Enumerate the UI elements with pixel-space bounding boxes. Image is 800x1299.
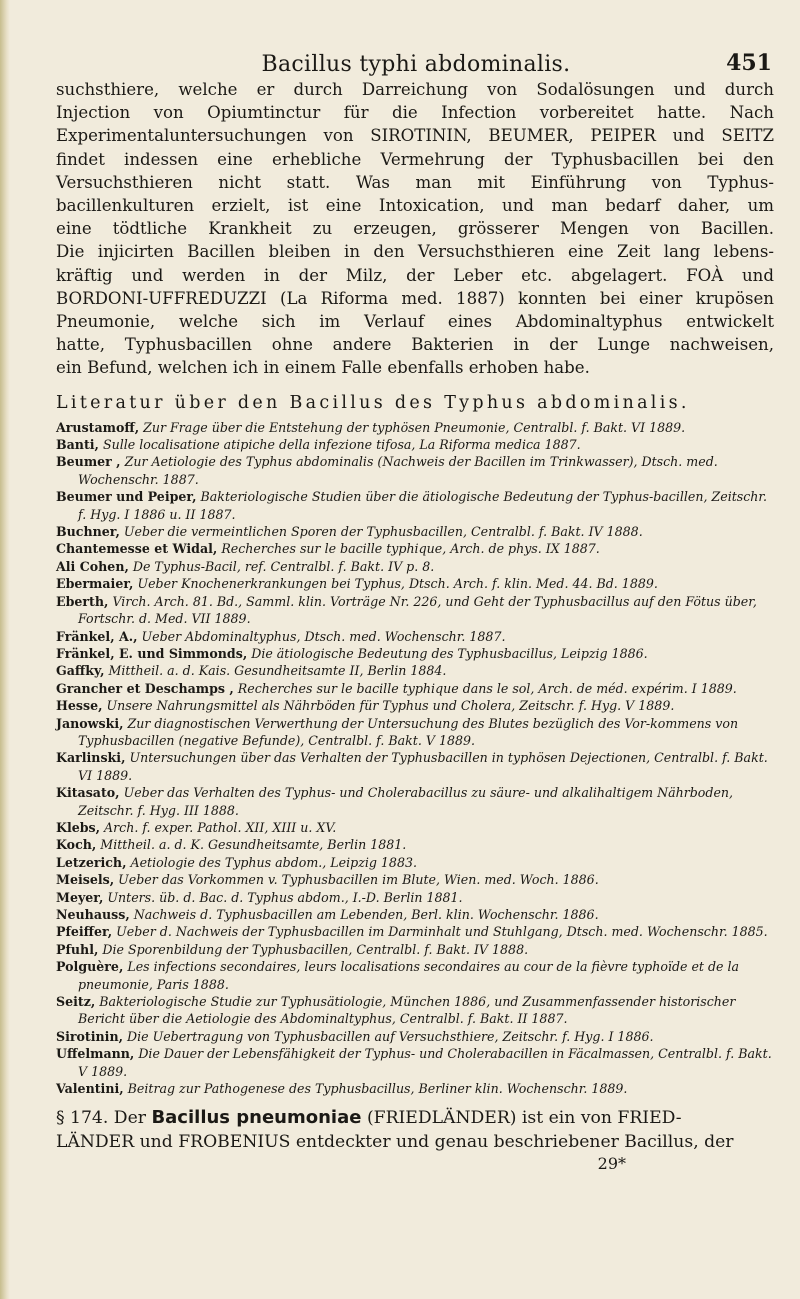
reference-text: Die Sporenbildung der Typhusbacillen, Centralbl. f. Bakt. IV 1888. <box>102 941 529 957</box>
intro-line: bacillenkulturen erzielt, ist eine Intoxication, und man bedarf daher, um <box>56 196 774 216</box>
reference-author: Polguère, <box>56 959 124 975</box>
intro-line: Die injicirten Bacillen bleiben in den Versuchsthieren eine Zeit lang lebens- <box>56 242 774 262</box>
intro-line: Experimentaluntersuchungen von SIROTININ, BEUMER, PEIPER und SEITZ <box>56 126 774 146</box>
reference-author: Meyer, <box>56 889 104 905</box>
reference-entry <box>56 1080 776 1097</box>
reference-entry <box>56 436 776 453</box>
page-number: 451 <box>726 50 772 76</box>
reference-text: Ueber Abdominaltyphus, Dtsch. med. Wochenschr. 1887. <box>141 628 506 644</box>
intro-paragraph <box>56 78 776 380</box>
intro-line: findet indessen eine erhebliche Vermehrung der Typhusbacillen bei den <box>56 149 774 169</box>
reference-text: Beitrag zur Pathogenese des Typhusbacillus, Berliner klin. Wochenschr. 1889. <box>127 1081 628 1097</box>
reference-text: Zur Frage über die Entstehung der typhösen Pneumonie, Centralbl. f. Bakt. VI 1889. <box>143 419 686 435</box>
literature-heading: Literatur über den Bacillus des Typhus abdominalis. <box>56 392 690 413</box>
reference-entry <box>56 923 776 940</box>
reference-author: Neuhauss, <box>56 907 130 923</box>
reference-author: Beumer , <box>56 454 121 470</box>
reference-entry <box>56 958 776 993</box>
reference-text: Zur diagnostischen Verwerthung der Untersuchung des Blutes bezüglich des Vor-kommens von Typhusbacillen (negative Befunde), Centralbl. f. Bakt. V 1889. <box>78 715 739 748</box>
reference-entry <box>56 749 776 784</box>
section-174 <box>56 1106 776 1154</box>
reference-text: Les infections secondaires, leurs localisations secondaires au cour de la fièvre typhoïde et de la pneumonie, Paris 1888. <box>78 959 740 992</box>
page-binding-edge <box>0 0 10 1299</box>
running-head-title: Bacillus typhi abdominalis. <box>261 52 571 77</box>
book-page <box>56 0 776 1173</box>
reference-author: Pfuhl, <box>56 941 99 957</box>
reference-author: Beumer und Peiper, <box>56 489 197 505</box>
reference-entry <box>56 628 776 645</box>
reference-entry <box>56 697 776 714</box>
reference-author: Grancher et Deschamps , <box>56 680 234 696</box>
section-number: § 174. <box>56 1108 109 1129</box>
section-line2: LÄNDER und FROBENIUS entdeckter und genau beschriebener Bacillus, der <box>56 1132 734 1153</box>
reference-entry <box>56 906 776 923</box>
reference-list <box>56 419 776 1098</box>
reference-text: Unsere Nahrungsmittel als Nährböden für Typhus und Cholera, Zeitschr. f. Hyg. V 1889. <box>106 698 675 714</box>
reference-entry <box>56 836 776 853</box>
reference-entry <box>56 871 776 888</box>
reference-text: Die ätiologische Bedeutung des Typhusbacillus, Leipzig 1886. <box>251 645 648 661</box>
reference-author: Janowski, <box>56 715 124 731</box>
intro-line: ein Befund, welchen ich in einem Falle ebenfalls erhoben habe. <box>56 358 590 378</box>
reference-text: Bakteriologische Studien über die ätiologische Bedeutung der Typhus-bacillen, Zeitschr. f. Hyg. I 1886 u. II 1887. <box>78 489 768 522</box>
reference-entry <box>56 941 776 958</box>
reference-entry <box>56 854 776 871</box>
reference-text: Aetiologie des Typhus abdom., Leipzig 1883. <box>130 854 417 870</box>
reference-text: Ueber das Vorkommen v. Typhusbacillen im Blute, Wien. med. Woch. 1886. <box>118 872 599 888</box>
reference-author: Letzerich, <box>56 854 127 870</box>
reference-text: Ueber das Verhalten des Typhus- und Cholerabacillus zu säure- und alkalihaltigem Nährboden, Zeitschr. f. Hyg. III 1888. <box>78 785 734 818</box>
intro-line: eine tödtliche Krankheit zu erzeugen, grösserer Mengen von Bacillen. <box>56 219 774 239</box>
reference-entry <box>56 540 776 557</box>
reference-author: Karlinski, <box>56 750 126 766</box>
reference-entry <box>56 575 776 592</box>
reference-entry <box>56 662 776 679</box>
reference-author: Ebermaier, <box>56 576 134 592</box>
reference-text: Recherches sur le bacille typhique, Arch. de phys. IX 1887. <box>221 541 600 557</box>
intro-line: kräftig und werden in der Milz, der Leber etc. abgelagert. FOÀ und <box>56 265 774 285</box>
signature-mark: 29* <box>597 1154 626 1174</box>
reference-text: Ueber d. Nachweis der Typhusbacillen im Darminhalt und Stuhlgang, Dtsch. med. Wochenschr. 1885. <box>116 924 768 940</box>
reference-author: Gaffky, <box>56 663 105 679</box>
intro-line: Pneumonie, welche sich im Verlauf eines Abdominaltyphus entwickelt <box>56 312 774 332</box>
reference-author: Fränkel, E. und Simmonds, <box>56 645 248 661</box>
reference-text: Die Uebertragung von Typhusbacillen auf Versuchsthiere, Zeitschr. f. Hyg. I 1886. <box>127 1028 654 1044</box>
intro-line: hatte, Typhusbacillen ohne andere Bakterien in der Lunge nachweisen, <box>56 335 774 355</box>
reference-text: Nachweis d. Typhusbacillen am Lebenden, Berl. klin. Wochenschr. 1886. <box>133 907 599 923</box>
intro-line: suchsthiere, welche er durch Darreichung von Sodalösungen und durch <box>56 80 774 99</box>
reference-author: Pfeiffer, <box>56 924 113 940</box>
reference-entry <box>56 488 776 523</box>
reference-entry <box>56 453 776 488</box>
reference-author: Koch, <box>56 837 97 853</box>
reference-text: Unters. üb. d. Bac. d. Typhus abdom., I.-D. Berlin 1881. <box>107 889 463 905</box>
section-der: Der <box>113 1108 146 1129</box>
reference-author: Chantemesse et Widal, <box>56 541 218 557</box>
reference-entry <box>56 715 776 750</box>
running-head <box>56 0 776 78</box>
reference-entry <box>56 645 776 662</box>
reference-author: Ali Cohen, <box>56 558 129 574</box>
reference-entry <box>56 819 776 836</box>
reference-entry <box>56 523 776 540</box>
reference-text: Zur Aetiologie des Typhus abdominalis (Nachweis der Bacillen im Trinkwasser), Dtsch. med. Wochenschr. 1887. <box>78 454 718 487</box>
reference-text: Recherches sur le bacille typhique dans le sol, Arch. de méd. expérim. I 1889. <box>237 680 737 696</box>
reference-entry <box>56 558 776 575</box>
reference-entry <box>56 889 776 906</box>
reference-author: Uffelmann, <box>56 1046 135 1062</box>
reference-text: Virch. Arch. 81. Bd., Samml. klin. Vorträge Nr. 226, und Geht der Typhusbacillus auf den Fötus über, Fortschr. d. Med. VII 1889. <box>78 593 757 627</box>
reference-entry <box>56 593 776 628</box>
intro-line: Injection von Opiumtinctur für die Infection vorbereitet hatte. Nach <box>56 103 774 123</box>
reference-author: Hesse, <box>56 698 103 714</box>
reference-text: Ueber die vermeintlichen Sporen der Typhusbacillen, Centralbl. f. Bakt. IV 1888. <box>123 524 643 540</box>
reference-author: Arustamoff, <box>56 419 140 435</box>
reference-author: Buchner, <box>56 524 120 540</box>
reference-text: De Typhus-Bacil, ref. Centralbl. f. Bakt. IV p. 8. <box>132 558 435 574</box>
reference-entry <box>56 1045 776 1080</box>
section-line1-rest: (FRIEDLÄNDER) ist ein von FRIED- <box>366 1108 682 1129</box>
reference-text: Sulle localisatione atipiche della infezione tifosa, La Riforma medica 1887. <box>102 437 581 453</box>
reference-author: Kitasato, <box>56 785 120 801</box>
reference-author: Eberth, <box>56 593 109 609</box>
section-heading: Bacillus pneumoniae <box>151 1107 362 1129</box>
reference-author: Meisels, <box>56 872 115 888</box>
reference-text: Untersuchungen über das Verhalten der Typhusbacillen in typhösen Dejectionen, Centralbl. f. Bakt. VI 1889. <box>78 750 768 783</box>
reference-entry <box>56 1028 776 1045</box>
reference-text: Ueber Knochenerkrankungen bei Typhus, Dtsch. Arch. f. klin. Med. 44. Bd. 1889. <box>137 576 658 592</box>
reference-entry <box>56 680 776 697</box>
reference-text: Die Dauer der Lebensfähigkeit der Typhus- und Cholerabacillen in Fäcalmassen, Centralbl. f. Bakt. V 1889. <box>78 1046 772 1079</box>
reference-author: Banti, <box>56 437 99 453</box>
reference-author: Klebs, <box>56 819 101 835</box>
reference-author: Seitz, <box>56 994 96 1010</box>
reference-text: Mittheil. a. d. Kais. Gesundheitsamte II, Berlin 1884. <box>108 663 447 679</box>
reference-text: Bakteriologische Studie zur Typhusätiologie, München 1886, und Zusammenfassender historischer Bericht über die Aetiologie des Abdominaltyphus, Centralbl. f. Bakt. II 1887. <box>78 994 736 1027</box>
reference-entry <box>56 419 776 436</box>
reference-text: Arch. f. exper. Pathol. XII, XIII u. XV. <box>104 819 337 835</box>
reference-author: Sirotinin, <box>56 1028 123 1044</box>
reference-entry <box>56 993 776 1028</box>
intro-line: BORDONI-UFFREDUZZI (La Riforma med. 1887) konnten bei einer krupösen <box>56 288 774 308</box>
reference-author: Valentini, <box>56 1081 124 1097</box>
reference-entry <box>56 784 776 819</box>
reference-author: Fränkel, A., <box>56 628 138 644</box>
intro-line: Versuchsthieren nicht statt. Was man mit Einführung von Typhus- <box>56 172 774 192</box>
reference-text: Mittheil. a. d. K. Gesundheitsamte, Berlin 1881. <box>100 837 407 853</box>
